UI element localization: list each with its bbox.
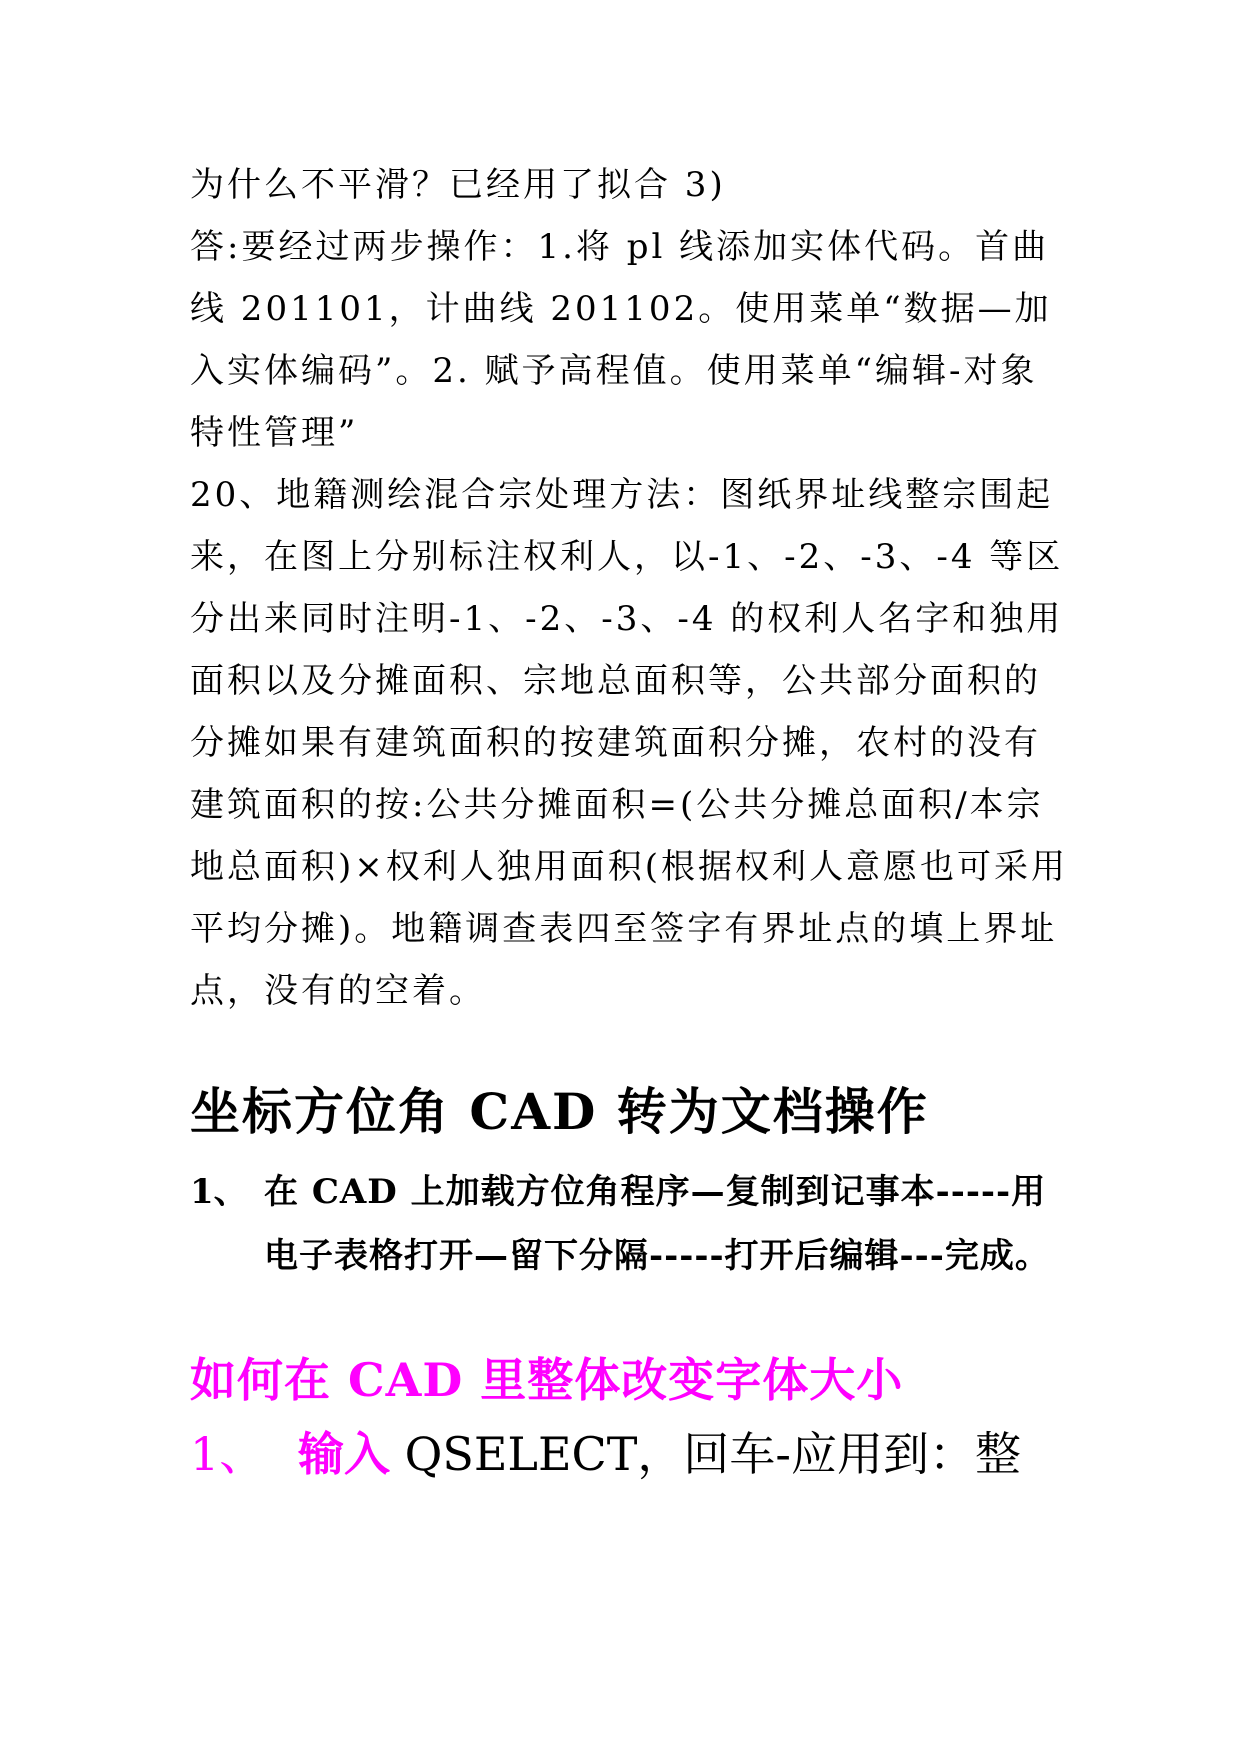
step-text (298, 1418, 1021, 1490)
step-number: 1、 (190, 1172, 248, 1212)
step-text: 在 CAD 上加载方位角程序—复制到记事本-----用电子表格打开—留下分隔-----打开后编辑---完成。 (264, 1172, 1050, 1276)
section-heading-azimuth: 坐标方位角 CAD 转为文档操作 (190, 1082, 929, 1141)
section-heading-font-size: 如何在 CAD 里整体改变字体大小 (190, 1353, 904, 1407)
step-rest: QSELECT，回车-应用到：整 (390, 1427, 1021, 1481)
paragraph-question-tail: 为什么不平滑？已经用了拟合 3) (190, 165, 726, 205)
azimuth-step-1 (190, 1160, 1070, 1288)
step-keyword: 输入 (298, 1427, 390, 1481)
paragraph-answer: 答:要经过两步操作：1.将 pl 线添加实体代码。首曲线 201101，计曲线 201102。使用菜单“数据—加入实体编码”。2. 赋予高程值。使用菜单“编辑-对象特性管理” (190, 227, 1052, 453)
font-size-step-1 (190, 1418, 1070, 1490)
step-number: 1、 (190, 1427, 266, 1481)
paragraph-item-20: 20、地籍测绘混合宗处理方法：图纸界址线整宗围起来，在图上分别标注权利人，以-1、-2、-3、-4 等区分出来同时注明-1、-2、-3、-4 的权利人名字和独用面积以及分摊面积、宗地总面积等，公共部分面积的分摊如果有建筑面积的按建筑面积分摊，农村的没有建筑面积的按:公共分摊面积=(公共分摊总面积/本宗地总面积)×权利人独用面积(根据权利人意愿也可采用平均分摊)。地籍调查表四至签字有界址点的填上界址点，没有的空着。 (190, 475, 1069, 1011)
